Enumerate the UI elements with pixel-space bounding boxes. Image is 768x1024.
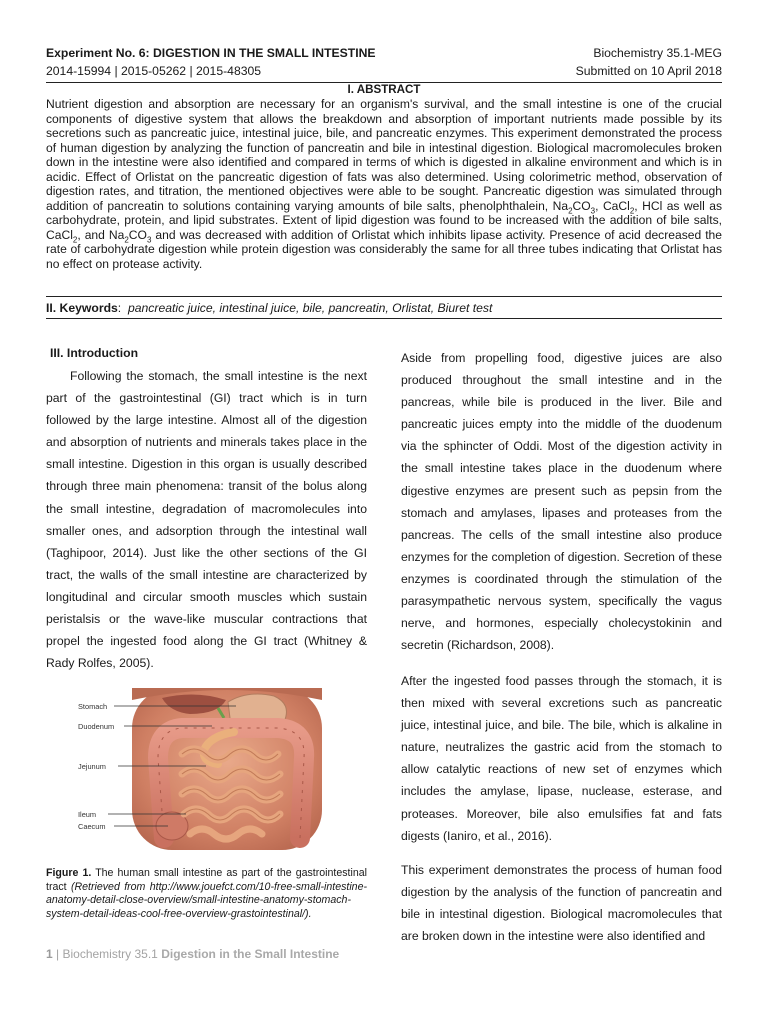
intro-right-paragraph-3: This experiment demonstrates the process of human food digestion by the analysis of the function of pancreatin and bile in intestinal digestion. Biological macromolecules that are broken down in the intestine were also identified and [401, 863, 722, 944]
label-caecum: Caecum [78, 822, 106, 831]
page-number: 1 [46, 947, 53, 961]
label-stomach: Stomach [78, 702, 108, 711]
student-ids: 2014-15994 | 2015-05262 | 2015-48305 [46, 64, 262, 78]
keywords-bottom-rule [46, 318, 722, 319]
keywords-top-rule [46, 296, 722, 297]
abstract-heading: I. ABSTRACT [347, 83, 421, 96]
abstract-text: Nutrient digestion and absorption are necessary for an organism's survival, and the small intestine is one of the crucial components of digestive system that allows the breakdown and absorption of important nutrients made possible by its secretions such as pancreatic juice, intestinal juice, bile, and pancreatic enzymes. This experiment demonstrated the process of human digestion by analyzing the function of pancreatin and bile in intestinal digestion. Biological macromolecules broken down in the intestine were also identified and compared in terms of which is digested in alkaline environment and which is in acidic. Effect of Orlistat on the pancreatic digestion of fats was also determined. Using colorimetric method, observation of digestion rates, and titration, the mentioned objectives were able to be sought. Pancreatic digestion was simulated through addition of pancreatin to solutions containing varying amounts of bile salts, phenolphthalein, $Na_2CO_3$, CaCl$_2$, HCl as well as carbohydrate, protein, and lipid substrates. Extent of lipid digestion was found to be increased with the addition of bile salts, CaCl$_2$, and $Na_2CO_3$ and was decreased with addition of Orlistat which inhibits lipase activity. Presence of acid decreased the rate of carbohydrate digestion while protein digestion was considerably the same for all three tubes indicating that Orlistat has no effect on protease activity. [46, 97, 723, 272]
label-jejunum: Jejunum [78, 762, 106, 771]
keywords-label: II. Keywords [46, 301, 118, 315]
footer-title: Digestion in the Small Intestine [161, 947, 340, 961]
intro-left-paragraph: Following the stomach, the small intestine is the next part of the gastrointestinal (GI) tract which is in turn followed by the large intestine. Almost all of the digestion and absorption of nutrients and minerals takes place in the small intestine. Digestion in this organ is usually described through three main phenomena: transit of the bolus along the small intestine, degradation of macromolecules into smaller ones, and adsorption through the intestinal wall (Taghipoor, 2014). Just like the other sections of the GI tract, the walls of the small intestine are characterized by longitudinal and circular smooth muscles which sustain peristalsis or the wave-like muscular contractions that propel the ingested food along the GI tract (Whitney & Rady Rolfes, 2005). [46, 369, 367, 671]
figure-caption: Figure 1. The human small intestine as part of the gastrointestinal tract (Retrieved from http://www.jouefct.com/10-free-small-intestine-anatomy-detail-close-overview/small-intestine-anatomy-stomach-system-detail-ideas-cool-free-overview-grastointestinal/). [46, 867, 367, 921]
keywords-line: II. Keywords: pancreatic juice, intestinal juice, bile, pancreatin, Orlistat, Biuret test [46, 301, 493, 315]
label-duodenum: Duodenum [78, 722, 115, 731]
submission-date: Submitted on 10 April 2018 [575, 64, 722, 78]
small-intestine-figure [78, 688, 338, 850]
course-code: Biochemistry 35.1-MEG [593, 46, 722, 60]
intestine-illustration [78, 688, 338, 850]
intro-right-paragraph-1: Aside from propelling food, digestive juices are also produced throughout the small intestine and in the pancreas, while bile is produced in the liver. Bile and pancreatic juices empty into the middle of the duodenum via the sphincter of Oddi. Most of the digestion activity in the small intestine takes place in the duodenum where digestive enzymes are present such as pepsin from the stomach and amylases, lipases and proteases from the pancreas. The cells of the small intestine also produce enzymes for the completion of digestion. Secretion of these enzymes is coordinated through the stimulation of the parasympathetic nervous system, specifically the vagus nerve, and hormones, especially cholecystokinin and secretin (Richardson, 2008). [401, 351, 722, 653]
introduction-heading: III. Introduction [50, 346, 139, 360]
caption-source: (Retrieved from http://www.jouefct.com/10-free-small-intestine-anatomy-detail-close-overview/small-intestine-anatomy-stomach-system-detail-ideas-cool-free-overview-grastointestinal/). [46, 880, 367, 921]
caption-label: Figure 1. [46, 867, 92, 879]
intro-right-paragraph-2: After the ingested food passes through the stomach, it is then mixed with several excretions such as pancreatic juice, intestinal juice, and bile. The bile, which is alkaline in nature, neutralizes the gastric acid from the stomach to allow catalytic reactions of new set of enzymes which includes the amylase, lipase, nuclease, esterase, and proteases. Moreover, bile also emulsifies fat and fats digests (Ianiro, et al., 2016). [401, 674, 722, 843]
experiment-title: Experiment No. 6: DIGESTION IN THE SMALL INTESTINE [46, 46, 376, 60]
page-footer: 1 | Biochemistry 35.1 Digestion in the Small Intestine [46, 947, 340, 961]
label-ileum: Ileum [78, 810, 97, 819]
keywords-value: pancreatic juice, intestinal juice, bile, pancreatin, Orlistat, Biuret test [127, 301, 493, 315]
